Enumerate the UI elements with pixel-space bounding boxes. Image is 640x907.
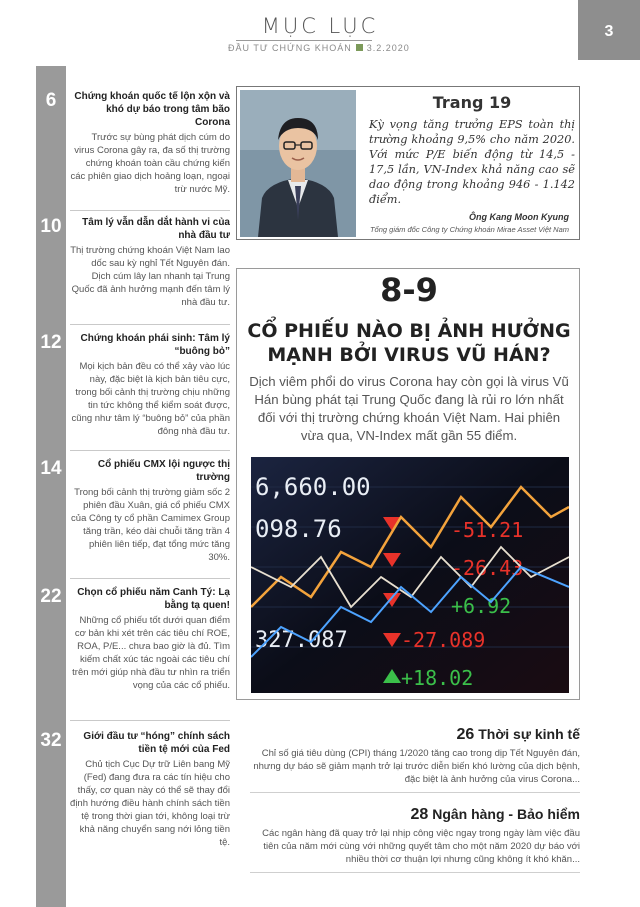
board-value: -51.21 [451, 518, 524, 542]
toc-divider [70, 720, 230, 721]
toc-divider [70, 210, 230, 211]
board-value: 327.087 [255, 628, 348, 653]
quote-box[interactable] [236, 86, 580, 240]
board-value: -26.43 [451, 556, 524, 580]
section-desc: Các ngân hàng đã quay trở lại nhịp công việc ngay trong ngày làm việc đầu tiên của năm mới cùng với những quyết tâm cho một năm 2020 dự báo với nhiều thời cơ thuận lợi nhưng cũng không ít khó khăn... [262, 828, 580, 865]
toc-title: Chứng khoán phái sinh: Tâm lý “buông bỏ” [80, 333, 230, 357]
toc-divider [70, 450, 230, 451]
toc-title: Giới đầu tư “hóng” chính sách tiền tệ mới của Fed [83, 731, 230, 755]
section-divider [250, 872, 580, 873]
section-title: Ngân hàng - Bảo hiểm [432, 806, 580, 822]
toc-desc: Trước sự bùng phát dịch cúm do virus Corona gây ra, đa số thị trường chứng khoán toàn cầu chứng kiến các phiên giao dịch hoảng loạn, ngoại trừ nước Mỹ. [70, 132, 230, 195]
feature-title: CỔ PHIẾU NÀO BỊ ẢNH HƯỞNG MẠNH BỞI VIRUS VŨ HÁN? [247, 320, 571, 366]
board-value: +6.92 [451, 594, 512, 618]
board-value: 098.76 [255, 515, 342, 543]
toc-divider [70, 324, 230, 325]
publication-name: ĐẦU TƯ CHỨNG KHOÁN [228, 43, 352, 53]
section-item[interactable] [250, 806, 580, 873]
header-divider [236, 40, 372, 41]
toc-page-number: 32 [40, 730, 62, 751]
section-page-number: 28 [410, 806, 429, 823]
toc-desc: Mọi kịch bản đều có thể xảy vào lúc này, đặc biệt là kịch bản tiêu cực, trong bối cảnh thị trường chịu những tin tức không thể kiểm soát được, cũng như tâm lý “buông bỏ” của phần đông nhà đầu tư. [71, 361, 230, 437]
toc-title: Chọn cổ phiếu năm Canh Tý: Lạ bằng tạ quen! [77, 587, 230, 611]
toc-title: Chứng khoán quốc tế lộn xộn và khó dự báo trong tâm bão Corona [74, 91, 230, 128]
section-page-number: 26 [456, 726, 475, 743]
toc-page-number: 14 [40, 458, 62, 479]
quote-author-role: Tổng giám đốc Công ty Chứng khoán Mirae Asset Việt Nam [369, 225, 569, 234]
stock-board-image [251, 457, 569, 693]
portrait-photo [240, 90, 356, 237]
section-heading [250, 726, 580, 744]
toc-desc: Chủ tịch Cục Dự trữ Liên bang Mỹ (Fed) đang đưa ra các tín hiệu cho thấy, cơ quan này có thể sẽ thay đổi định hướng điều hành chính sách tiền tệ trong thời gian tới, không loại trừ khả năng chuyển sang nới lỏng tiền tệ. [70, 759, 230, 848]
feature-page-number: 8-9 [380, 271, 438, 309]
page-header [0, 0, 640, 60]
board-value: +18.02 [401, 666, 474, 690]
toc-title: Cổ phiếu CMX lội ngược thị trường [97, 459, 230, 483]
issue-date: 3.2.2020 [366, 43, 410, 53]
section-heading [250, 806, 580, 824]
page-number: 3 [578, 0, 640, 60]
toc-page-number: 10 [40, 216, 62, 237]
section-divider [250, 792, 580, 793]
feature-lead: Dịch viêm phổi do virus Corona hay còn gọi là virus Vũ Hán bùng phát tại Trung Quốc đang là rủi ro lớn nhất đối với thị trường chứng khoán Việt Nam. Hai phiên vừa qua, VN-Index mất gần 55 điểm. [249, 374, 569, 443]
quote-author: Ông Kang Moon Kyung [469, 212, 569, 222]
board-value: 6,660.00 [255, 473, 371, 501]
board-value: -27.089 [401, 628, 486, 652]
page-title: MỤC LỤC [261, 14, 379, 38]
toc-title: Tâm lý vẫn dẫn dắt hành vi của nhà đầu tư [82, 217, 230, 241]
section-desc: Chỉ số giá tiêu dùng (CPI) tháng 1/2020 tăng cao trong dịp Tết Nguyên đán, nhưng dự báo sẽ giảm mạnh trở lại trước diễn biến khó lường của dịch bệnh, đặc biệt là ảnh hưởng của virus Corona... [253, 748, 580, 785]
toc-page-number: 22 [40, 586, 62, 607]
quote-text: Kỳ vọng tăng trưởng EPS toàn thị trường khoảng 9,5% cho năm 2020. Với mức P/E biến động từ 14,5 - 17,5 lần, VN-Index khả năng cao sẽ dao động trong khoảng 946 - 1.142 điểm. [369, 118, 575, 206]
toc-page-number: 6 [45, 90, 57, 111]
toc-sidebar-bar [36, 66, 66, 907]
toc-divider [70, 578, 230, 579]
quote-page-ref: Trang 19 [432, 93, 512, 112]
section-item[interactable] [250, 726, 580, 793]
feature-story[interactable] [236, 268, 580, 700]
square-bullet-icon [356, 44, 363, 51]
toc-desc: Những cổ phiếu tốt dưới quan điểm cơ bản khi xét trên các tiêu chí ROE, ROA, P/E... chưa bao giờ là đủ. Tìm kiếm chất xúc tác ngoài các tiêu chí trên mới giúp nhà đầu tư nhìn ra triển vọng của các cổ phiếu. [72, 615, 230, 691]
toc-page-number: 12 [40, 332, 62, 353]
section-title: Thời sự kinh tế [478, 726, 580, 742]
toc-desc: Thị trường chứng khoán Việt Nam lao dốc sau kỳ nghỉ Tết Nguyên đán. Dịch cúm lây lan nhanh tại Trung Quốc đã ảnh hưởng mạnh đến tâm lý nhà đầu tư. [70, 245, 230, 308]
header-subtitle [228, 43, 428, 53]
toc-desc: Trong bối cảnh thị trường giảm sốc 2 phiên đầu Xuân, giá cổ phiếu CMX của Công ty cổ phần Camimex Group tăng trần, kéo dài chuỗi tăng trần 4 phiên liên tiếp, đạt tổng mức tăng 30%. [71, 487, 230, 563]
